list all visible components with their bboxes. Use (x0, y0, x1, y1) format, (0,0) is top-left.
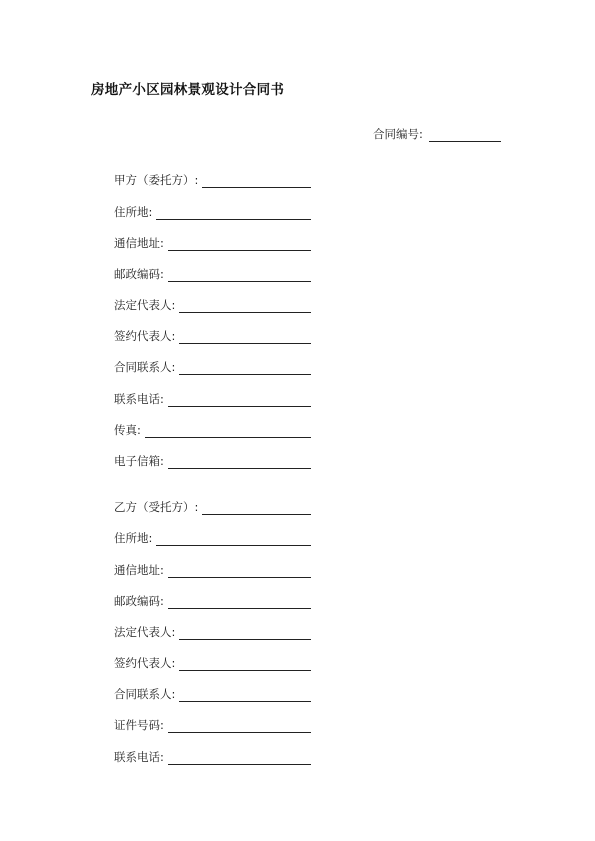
party-a-mailing-address-field (114, 235, 311, 251)
fill-in-blank[interactable] (179, 330, 311, 344)
party-b-signing-rep-field (114, 655, 311, 671)
fill-in-blank[interactable] (202, 174, 311, 188)
field-label: 法定代表人: (114, 298, 176, 312)
party-b-id-number-field (114, 717, 311, 733)
fill-in-blank[interactable] (168, 455, 311, 469)
party-b-contact-person-field (114, 686, 311, 702)
party-b-address-field (114, 530, 311, 546)
fill-in-blank[interactable] (179, 361, 311, 375)
party-a-postcode-field (114, 266, 311, 282)
fill-in-blank[interactable] (179, 688, 311, 702)
party-b-legal-rep-field (114, 624, 311, 640)
fill-in-blank[interactable] (156, 532, 311, 546)
field-label: 电子信箱: (114, 454, 164, 468)
field-label: 联系电话: (114, 750, 164, 764)
fill-in-blank[interactable] (168, 268, 311, 282)
party-a-email-field (114, 453, 311, 469)
party-a-signing-rep-field (114, 328, 311, 344)
party-a-name-field (114, 172, 311, 188)
fill-in-blank[interactable] (179, 299, 311, 313)
party-a-address-field (114, 204, 311, 220)
fill-in-blank[interactable] (202, 501, 311, 515)
fill-in-blank[interactable] (179, 626, 311, 640)
party-a-legal-rep-field (114, 297, 311, 313)
contract-number-field (373, 126, 501, 142)
party-b-postcode-field (114, 593, 311, 609)
field-label: 邮政编码: (114, 594, 164, 608)
field-label: 签约代表人: (114, 656, 176, 670)
field-label: 法定代表人: (114, 625, 176, 639)
contract-number-label: 合同编号: (373, 127, 423, 141)
fill-in-blank[interactable] (168, 719, 311, 733)
fill-in-blank[interactable] (168, 393, 311, 407)
field-label: 通信地址: (114, 236, 164, 250)
party-a-fax-field (114, 422, 311, 438)
fill-in-blank[interactable] (179, 657, 311, 671)
field-label: 住所地: (114, 205, 153, 219)
party-b-name-field (114, 499, 311, 515)
field-label: 甲方（委托方）: (114, 173, 199, 187)
field-label: 通信地址: (114, 563, 164, 577)
field-label: 邮政编码: (114, 267, 164, 281)
field-label: 乙方（受托方）: (114, 500, 199, 514)
party-a-contact-person-field (114, 359, 311, 375)
field-label: 传真: (114, 423, 141, 437)
field-label: 证件号码: (114, 718, 164, 732)
field-label: 合同联系人: (114, 360, 176, 374)
field-label: 合同联系人: (114, 687, 176, 701)
field-label: 签约代表人: (114, 329, 176, 343)
fill-in-blank[interactable] (168, 564, 311, 578)
party-a-phone-field (114, 391, 311, 407)
field-label: 住所地: (114, 531, 153, 545)
fill-in-blank[interactable] (145, 424, 311, 438)
fill-in-blank[interactable] (156, 206, 311, 220)
party-b-mailing-address-field (114, 562, 311, 578)
field-label: 联系电话: (114, 392, 164, 406)
fill-in-blank[interactable] (168, 595, 311, 609)
document-title: 房地产小区园林景观设计合同书 (91, 82, 285, 98)
party-b-phone-field (114, 749, 311, 765)
fill-in-blank[interactable] (168, 237, 311, 251)
contract-number-blank[interactable] (429, 128, 501, 142)
fill-in-blank[interactable] (168, 751, 311, 765)
